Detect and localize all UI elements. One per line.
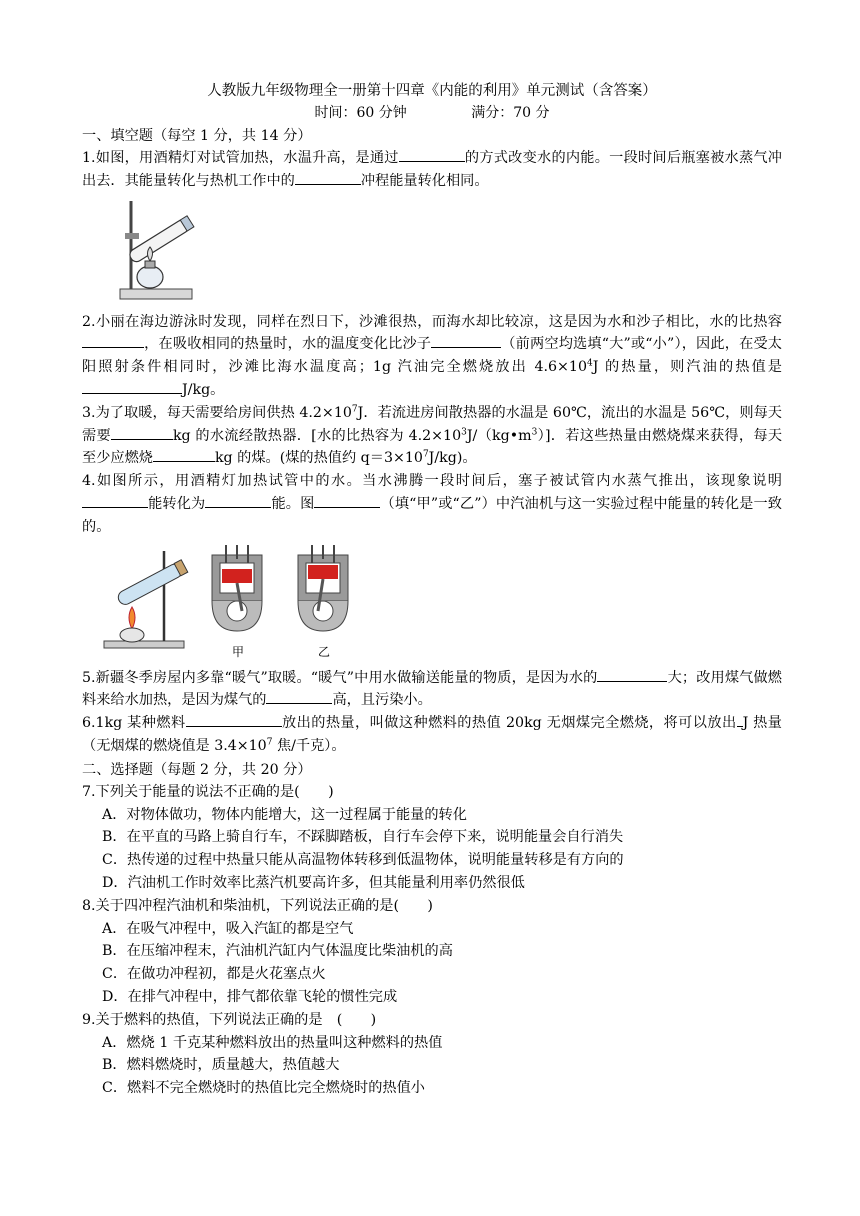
- answer-blank[interactable]: [266, 689, 332, 704]
- question-9-option[interactable]: B．燃料燃烧时，质量越大，热值越大: [102, 1057, 340, 1074]
- question-2: 2.小丽在海边游泳时发现，同样在烈日下，沙滩很热，而海水却比较凉，这是因为水和沙子相比，水的比热容，在吸收相同的热量时，水的温度变化比沙子 （前两空均选填“大”或“小”），因此，在受太阳照射条件相同时，沙滩比海水温度高；1g 汽油完全燃烧放出 $4.6\times 10^4J$ 的热量，则汽油的热值是J/kg。: [82, 313, 782, 398]
- question-8-stem: 8.关于四冲程汽油机和柴油机，下列说法正确的是( ): [82, 897, 433, 914]
- answer-blank[interactable]: [82, 333, 144, 348]
- section-heading-choice: 二、选择题（每题 2 分，共 20 分）: [82, 761, 312, 778]
- question-1: 1.如图，用酒精灯对试管加热，水温升高，是通过 的方式改变水的内能。一段时间后瓶塞被水蒸气冲出去．其能量转化与热机工作中的 冲程能量转化相同。: [82, 147, 782, 193]
- answer-blank[interactable]: [399, 147, 465, 162]
- figure-test-tube-heating: [82, 193, 782, 311]
- label-jia: 甲: [232, 644, 245, 659]
- question-9-stem: 9.关于燃料的热值，下列说法正确的是 ( ): [82, 1011, 377, 1028]
- question-9-option[interactable]: C．燃料不完全燃烧时的热值比完全燃烧时的热值小: [102, 1080, 425, 1097]
- section-heading-fill-in: 一、填空题（每空 1 分，共 14 分）: [82, 128, 312, 144]
- question-7-stem: 7.下列关于能量的说法不正确的是( ): [82, 783, 334, 800]
- answer-blank[interactable]: [597, 667, 667, 682]
- boiling-tube-image: [102, 547, 192, 651]
- answer-blank[interactable]: [205, 493, 271, 508]
- answer-blank[interactable]: [111, 425, 173, 440]
- document-page: [82, 80, 782, 1100]
- exam-score: 满分：70 分: [471, 105, 550, 121]
- answer-blank[interactable]: [314, 493, 380, 508]
- question-8-option[interactable]: D．在排气冲程中，排气都依靠飞轮的惯性完成: [102, 988, 398, 1005]
- question-9-option[interactable]: A．燃烧 1 千克某种燃料放出的热量叫这种燃料的热值: [102, 1034, 443, 1051]
- label-yi: 乙: [318, 644, 331, 659]
- question-7-option[interactable]: A．对物体做功，物体内能增大，这一过程属于能量的转化: [102, 806, 467, 823]
- answer-blank[interactable]: [186, 712, 282, 727]
- question-8-option[interactable]: B．在压缩冲程末，汽油机汽缸内气体温度比柴油机的高: [102, 943, 453, 960]
- exam-meta: [82, 102, 782, 124]
- exam-time: 时间：60 分钟: [314, 105, 407, 121]
- question-6: 6.1kg 某种燃料 放出的热量，叫做这种燃料的热值 20kg 无烟煤完全燃烧，将可以放出 J 热量（无烟煤的燃烧值是 $3.4\times 10^7$ 焦/千克）。: [82, 712, 782, 758]
- answer-blank[interactable]: [295, 170, 361, 185]
- question-7-option[interactable]: C．热传递的过程中热量只能从高温物体转移到低温物体，说明能量转移是有方向的: [102, 852, 624, 869]
- engine-jia-image: [206, 541, 268, 633]
- document-title: 人教版九年级物理全一册第十四章《内能的利用》单元测试（含答案）: [207, 83, 657, 99]
- question-8-option[interactable]: C．在做功冲程初，都是火花塞点火: [102, 966, 326, 983]
- question-5: 5.新疆冬季房屋内多靠“暖气”取暖。“暖气”中用水做输送能量的物质，是因为水的 大；改用煤气做燃料来给水加热，是因为煤气的 高，且污染小。: [82, 667, 782, 713]
- question-7-option[interactable]: B．在平直的马路上骑自行车，不踩脚踏板，自行车会停下来，说明能量会自行消失: [102, 829, 624, 846]
- answer-blank[interactable]: [153, 447, 215, 462]
- answer-blank[interactable]: [431, 333, 501, 348]
- answer-blank[interactable]: [82, 493, 148, 508]
- engine-yi-image: [292, 541, 354, 633]
- answer-blank[interactable]: [82, 379, 182, 394]
- question-3: 3.为了取暖，每天需要给房间供热 $4.2\times 10^7J$．若流进房间散热器的水温是 60℃，流出的水温是 56℃，则每天需要 kg 的水流经散热器．[水的比热容为 $4.2\times 10^3J/(kg•m^3)$]．若这些热量由燃烧煤来获得，每天至少应燃烧 kg 的煤。(煤的热值约 $q=3\times 10^7J/kg$)。: [82, 404, 783, 467]
- test-tube-apparatus-image: [118, 197, 198, 309]
- question-4: 4.如图所示，用酒精灯加热试管中的水。当水沸腾一段时间后，塞子被试管内水蒸气推出，该现象说明能转化为 能。图 （填“甲”或“乙”）中汽油机与这一实验过程中能量的转化是一致的。: [82, 473, 782, 535]
- figure-engine-strokes: [82, 539, 782, 667]
- question-8-option[interactable]: A．在吸气冲程中，吸入汽缸的都是空气: [102, 920, 354, 937]
- question-7-option[interactable]: D．汽油机工作时效率比蒸汽机要高许多，但其能量利用率仍然很低: [102, 874, 525, 891]
